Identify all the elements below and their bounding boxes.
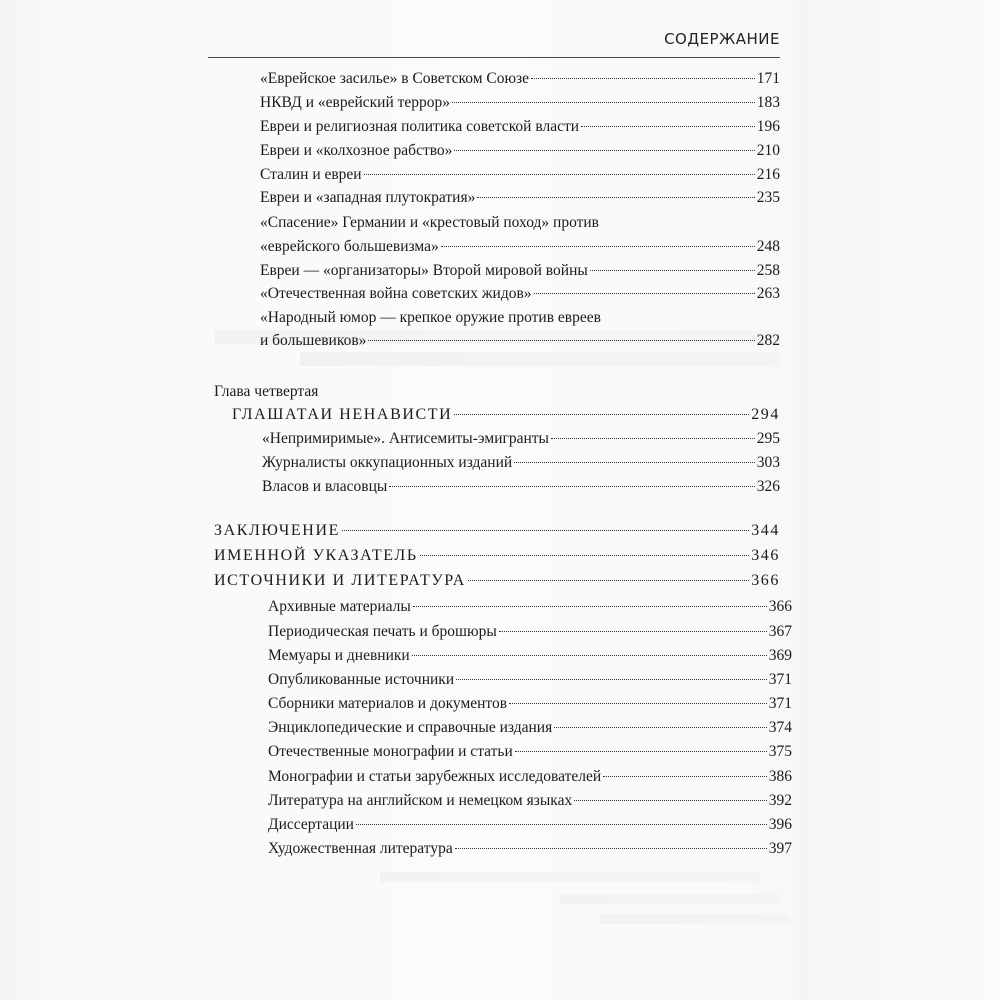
toc-entry: Евреи и «колхозное рабство» 210 <box>260 142 780 159</box>
toc-entry: Монографии и статьи зарубежных исследователей 386 <box>268 768 792 785</box>
toc-entry: «еврейского большевизма» 248 <box>260 238 780 255</box>
toc-entry: Периодическая печать и брошюры 367 <box>268 623 792 640</box>
toc-entry: Сборники материалов и документов 371 <box>268 695 792 712</box>
toc-entry: НКВД и «еврейский террор» 183 <box>260 94 780 111</box>
toc-entry: Архивные материалы 366 <box>268 598 792 615</box>
toc-entry: Власов и власовцы 326 <box>262 478 780 495</box>
toc-entry: Евреи — «организаторы» Второй мировой войны 258 <box>260 262 780 279</box>
toc-section-title: ЗАКЛЮЧЕНИЕ 344 <box>214 522 780 539</box>
show-through-text <box>560 894 780 904</box>
toc-entry: «Непримиримые». Антисемиты-эмигранты 295 <box>262 430 780 447</box>
toc-entry: Литература на английском и немецком языках 392 <box>268 792 792 809</box>
toc-entry: Опубликованные источники 371 <box>268 671 792 688</box>
toc-section-title: ИМЕННОЙ УКАЗАТЕЛЬ 346 <box>214 547 780 564</box>
toc-entry: «Еврейское засилье» в Советском Союзе 171 <box>260 70 780 87</box>
toc-entry: и большевиков» 282 <box>260 332 780 349</box>
chapter-label: Глава четвертая <box>214 383 319 400</box>
running-head: СОДЕРЖАНИЕ <box>664 30 780 48</box>
toc-entry: Художественная литература 397 <box>268 840 792 857</box>
show-through-text <box>380 872 760 882</box>
show-through-text <box>600 914 790 924</box>
toc-entry: Евреи и «западная плутократия» 235 <box>260 189 780 206</box>
toc-entry: Энциклопедические и справочные издания 374 <box>268 719 792 736</box>
toc-entry: Отечественные монографии и статьи 375 <box>268 743 792 760</box>
toc-entry: Сталин и евреи 216 <box>260 166 780 183</box>
toc-section-title: ИСТОЧНИКИ И ЛИТЕРАТУРА 366 <box>214 572 780 589</box>
header-rule <box>208 57 780 58</box>
toc-entry: «Отечественная война советских жидов» 263 <box>260 285 780 302</box>
toc-entry: Диссертации 396 <box>268 816 792 833</box>
toc-entry: Журналисты оккупационных изданий 303 <box>262 454 780 471</box>
page-margin-right <box>793 0 1000 1000</box>
toc-entry: Мемуары и дневники 369 <box>268 647 792 664</box>
toc-entry-first-line: «Народный юмор — крепкое оружие против евреев <box>260 309 601 326</box>
show-through-text <box>300 352 780 366</box>
toc-entry: Евреи и религиозная политика советской власти 196 <box>260 118 780 135</box>
toc-chapter-title: ГЛАШАТАИ НЕНАВИСТИ 294 <box>232 406 780 423</box>
toc-entry-first-line: «Спасение» Германии и «крестовый поход» против <box>260 214 600 231</box>
